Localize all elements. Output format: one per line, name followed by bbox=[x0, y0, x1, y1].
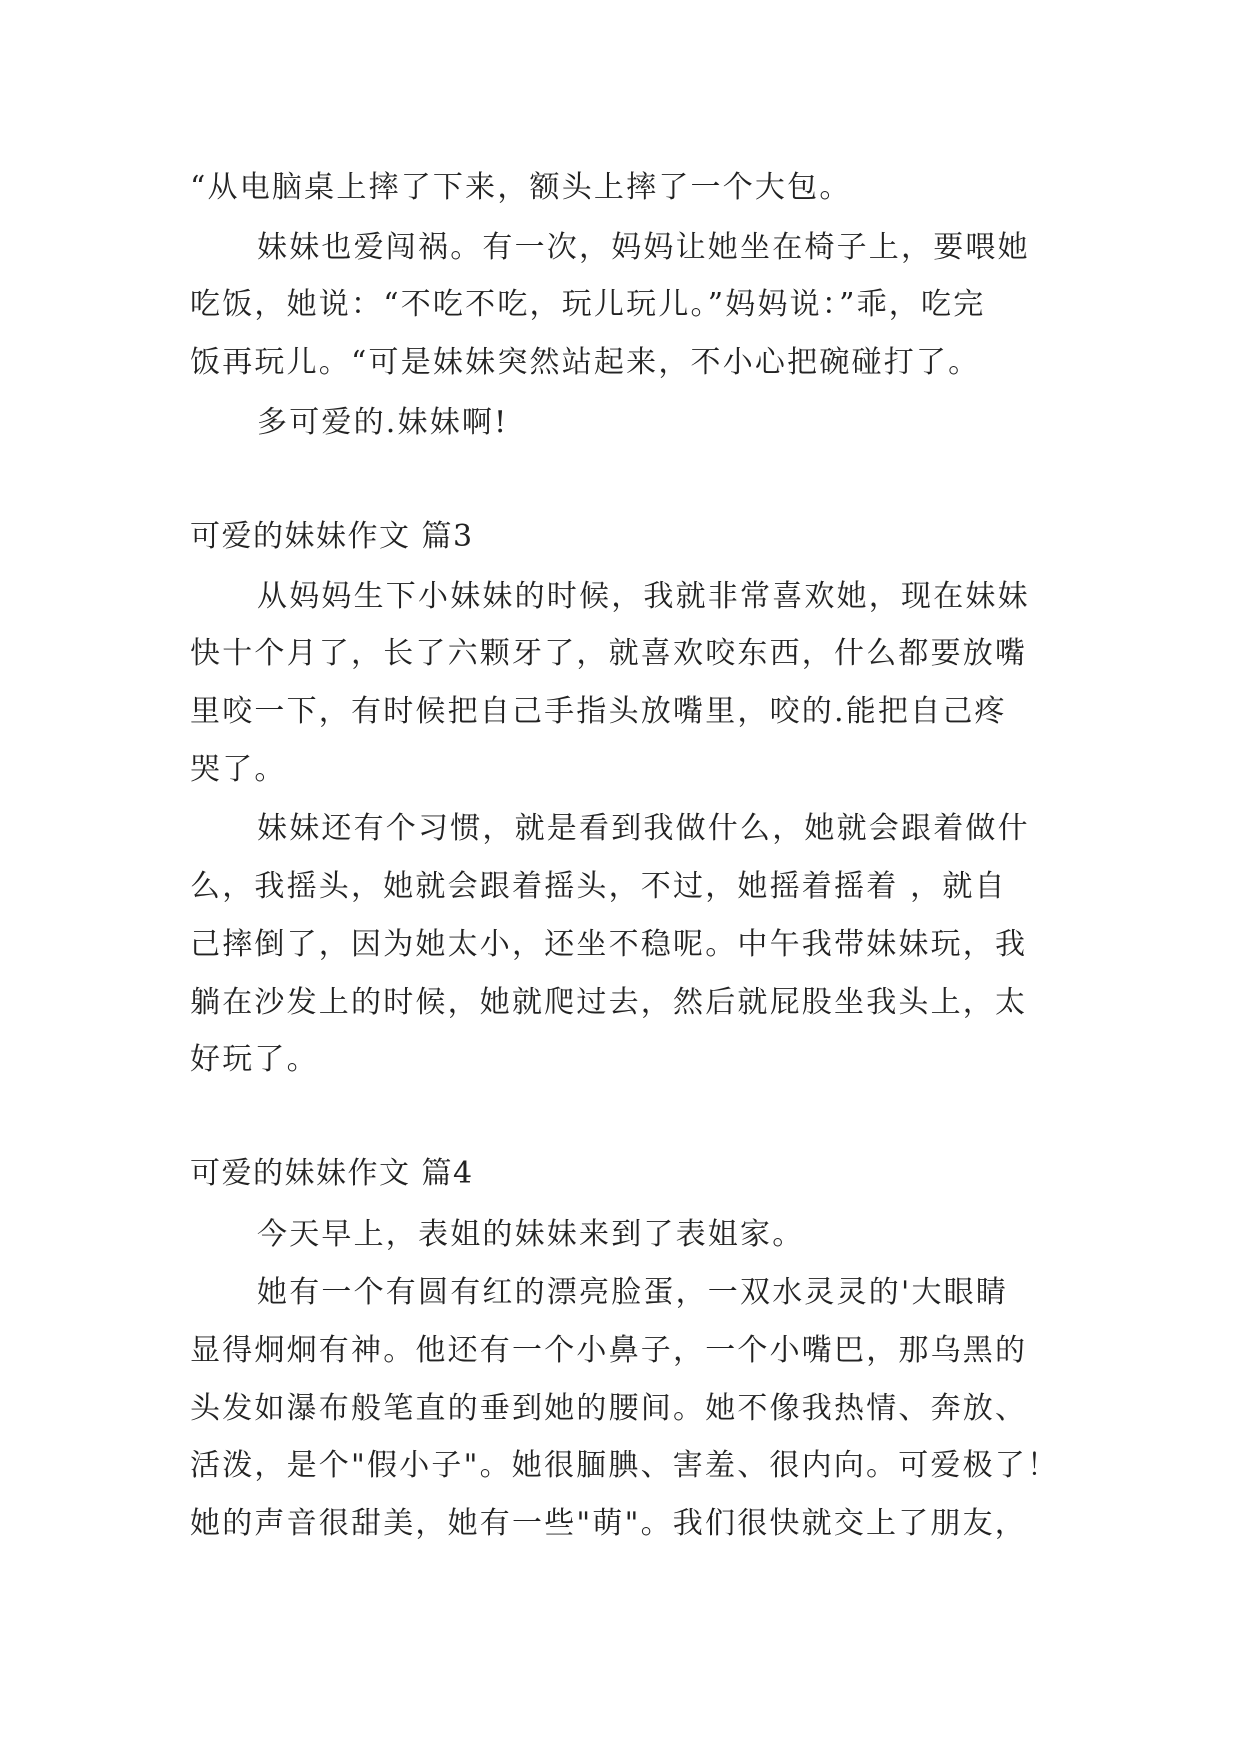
paragraph-line: 躺在沙发上的时候，她就爬过去，然后就屁股坐我头上，太 bbox=[190, 985, 1028, 1020]
paragraph-line: 好玩了。 bbox=[190, 1042, 319, 1077]
paragraph-line: 妹妹也爱闯祸。有一次，妈妈让她坐在椅子上，要喂她 bbox=[257, 230, 1030, 265]
paragraph-line: 里咬一下，有时候把自己手指头放嘴里，咬的.能把自己疼 bbox=[190, 694, 1007, 729]
paragraph-line: 活泼，是个"假小子"。她很腼腆、害羞、很内向。可爱极了！ bbox=[190, 1448, 1060, 1483]
paragraph-line: 吃饭，她说：“不吃不吃，玩儿玩儿。”妈妈说：”乖，吃完 bbox=[190, 287, 986, 322]
paragraph-line: 己摔倒了，因为她太小，还坐不稳呢。中午我带妹妹玩，我 bbox=[190, 927, 1028, 962]
paragraph-line: 妹妹还有个习惯，就是看到我做什么，她就会跟着做什 bbox=[257, 811, 1030, 846]
paragraph-line: 头发如瀑布般笔直的垂到她的腰间。她不像我热情、奔放、 bbox=[190, 1391, 1028, 1426]
paragraph-line: 饭再玩儿。“可是妹妹突然站起来，不小心把碗碰打了。 bbox=[190, 345, 981, 380]
paragraph-line: 今天早上，表姐的妹妹来到了表姐家。 bbox=[257, 1217, 805, 1252]
paragraph-line: 从妈妈生下小妹妹的时候，我就非常喜欢她，现在妹妹 bbox=[257, 579, 1030, 614]
paragraph-line: “从电脑桌上摔了下来，额头上摔了一个大包。 bbox=[190, 170, 852, 205]
paragraph-line: 显得炯炯有神。他还有一个小鼻子，一个小嘴巴，那乌黑的 bbox=[190, 1333, 1028, 1368]
paragraph-line: 她的声音很甜美，她有一些"萌"。我们很快就交上了朋友， bbox=[190, 1506, 1027, 1541]
paragraph-line: 她有一个有圆有红的漂亮脸蛋，一双水灵灵的'大眼睛 bbox=[257, 1275, 1009, 1310]
paragraph-line: 多可爱的.妹妹啊! bbox=[257, 405, 509, 440]
paragraph-line: 么，我摇头，她就会跟着摇头，不过，她摇着摇着 ，就自 bbox=[190, 869, 1007, 904]
section-heading: 可爱的妹妹作文 篇3 bbox=[190, 519, 474, 554]
paragraph-line: 哭了。 bbox=[190, 752, 287, 787]
paragraph-line: 快十个月了，长了六颗牙了，就喜欢咬东西，什么都要放嘴 bbox=[190, 636, 1028, 671]
section-heading: 可爱的妹妹作文 篇4 bbox=[190, 1156, 474, 1191]
